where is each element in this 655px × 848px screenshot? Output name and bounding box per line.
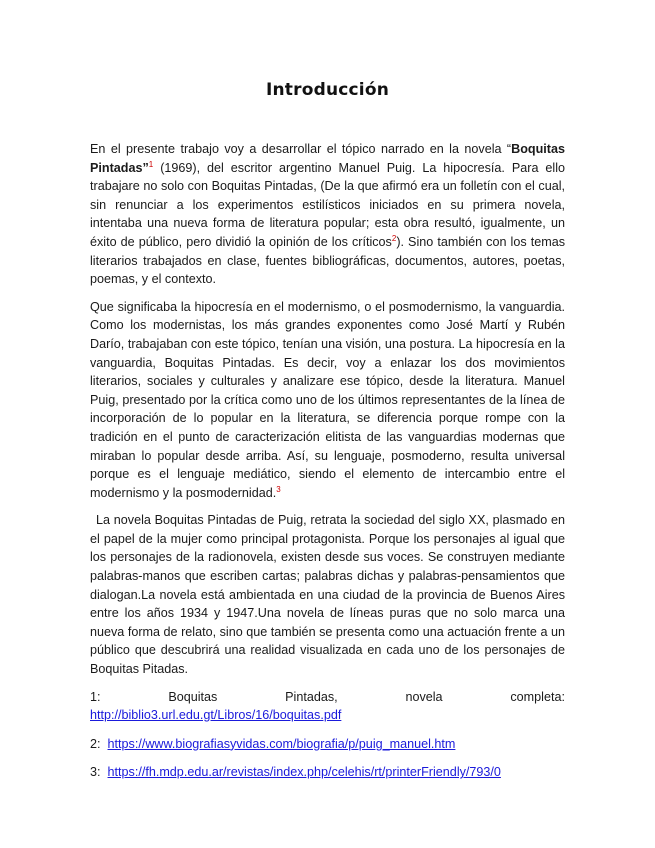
- reference-1-word-3: novela: [405, 689, 443, 704]
- p2-text: Que significaba la hipocresía en el modernismo, o el posmodernismo, la vanguardia. Como los modernistas, los más grandes exponentes como José Martí y Rubén Darío, trabajaban con este tópico, tenían una visión, una postura. La hipocresía en la vanguardia, Boquitas Pintadas. Es decir, voy a enlazar los dos movimientos literarios, sociales y culturales y analizare ese tópico, desde la literatura. Manuel Puig, presentado por la crítica como uno de los últimos representantes de la línea de incorporación de lo popular en la literatura, se diferencia porque rompe con la tradición en el punto de caracterización elitista de las vanguardias modernas que miraban lo popular desde arriba. Así, su lenguaje, posmoderno, resulta universal porque es el lenguaje mediático, siendo el elemento de intercambio entre el modernismo y la posmodernidad.: [90, 299, 565, 500]
- reference-2-number: 2:: [90, 736, 101, 751]
- reference-2-link[interactable]: https://www.biografiasyvidas.com/biografia/p/puig_manuel.htm: [107, 736, 456, 751]
- footnote-marker-2[interactable]: 2: [391, 233, 397, 243]
- paragraph-2: [90, 298, 565, 503]
- references-list: [90, 688, 565, 782]
- document-body: [90, 140, 565, 792]
- reference-2: [90, 735, 565, 754]
- book-title: Boquitas Pintadas: [90, 142, 565, 175]
- reference-1-word-1: Boquitas: [168, 689, 218, 704]
- p1-end-text: ). Sino también con los temas literarios trabajados en clase, fuentes bibliográficas, documentos, autores, poetas, poemas, y el contexto.: [90, 234, 565, 287]
- paragraph-3: [90, 511, 565, 678]
- footnote-marker-3[interactable]: 3: [276, 484, 281, 494]
- reference-3: [90, 763, 565, 782]
- p3-text: La novela Boquitas Pintadas de Puig, retrata la sociedad del siglo XX, plasmado en el papel de la mujer como principal protagonista. Porque los personajes al igual que los personajes de la radionovela, existen desde sus voces. Se construyen mediante palabras-manos que escriben cartas; palabras dichas y palabras-pensamientos que dialogan.La novela está ambientada en una ciudad de la provincia de Buenos Aires entre los años 1934 y 1947.Una novela de líneas puras que no solo marca una nueva forma de relato, sino que también se presenta como una actuación frente a un público que descubrirá una realidad visualizada en cada uno de los personajes de Boquitas Pitadas.: [90, 513, 565, 677]
- reference-1-word-2: Pintadas,: [285, 689, 338, 704]
- footnote-marker-1[interactable]: 1: [148, 159, 154, 169]
- reference-1-number: 1:: [90, 689, 101, 704]
- p1-intro-text: En el presente trabajo voy a desarrollar el tópico narrado en la novela “: [90, 142, 512, 156]
- reference-1-label-row: [90, 688, 565, 707]
- reference-1: [90, 688, 565, 725]
- reference-1-link[interactable]: http://biblio3.url.edu.gt/Libros/16/boquitas.pdf: [90, 708, 342, 723]
- page-title: Introducción: [265, 80, 390, 100]
- paragraph-1: [90, 140, 565, 289]
- reference-1-word-4: completa:: [510, 689, 565, 704]
- book-title-close-quote: ”: [142, 160, 149, 175]
- p1-middle-text: (1969), del escritor argentino Manuel Puig. La hipocresía. Para ello trabajare no solo con Boquitas Pintadas, (De la que afirmó era un folletín con el cual, sin renunciar a los experimentos estilísticos iniciados en su primera novela, intentaba una nueva forma de literatura popular; esta obra resultó, igualmente, un éxito de público, pero dividió la opinión de los críticos: [90, 160, 565, 249]
- reference-3-number: 3:: [90, 765, 101, 780]
- reference-3-link[interactable]: https://fh.mdp.edu.ar/revistas/index.php/celehis/rt/printerFriendly/793/0: [107, 765, 501, 780]
